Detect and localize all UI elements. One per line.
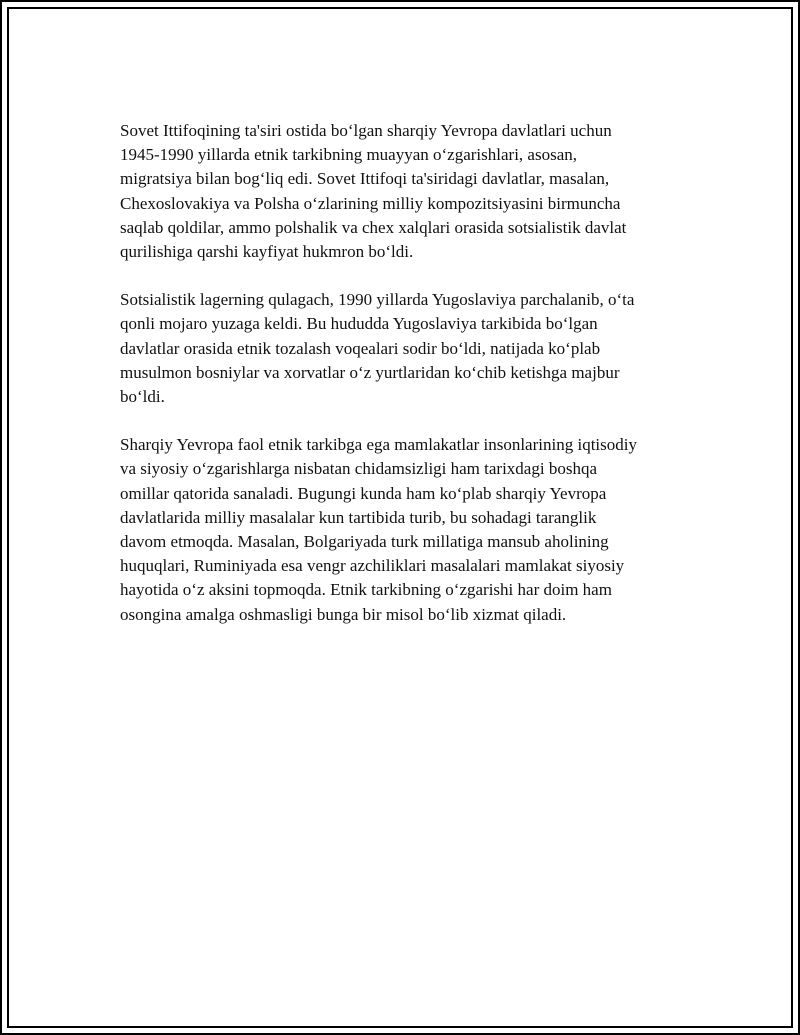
paragraph-line: qonli mojaro yuzaga keldi. Bu hududda Yugoslaviya tarkibida bo‘lgan (120, 314, 598, 334)
paragraph-line: davlatlarida milliy masalalar kun tartibida turib, bu sohadagi taranglik (120, 507, 597, 527)
paragraph-line: 1945-1990 yillarda etnik tarkibning muayyan o‘zgarishlari, asosan, (120, 145, 577, 165)
paragraph-line: musulmon bosniylar va xorvatlar o‘z yurtlaridan ko‘chib ketishga majbur (120, 362, 620, 382)
document-body (120, 119, 700, 651)
paragraph-line: Sovet Ittifoqining ta'siri ostida bo‘lgan sharqiy Yevropa davlatlari uchun (120, 121, 612, 140)
paragraph-line: osongina amalga oshmasligi bunga bir misol bo‘lib xizmat qiladi. (120, 604, 567, 624)
paragraph-line: davom etmoqda. Masalan, Bolgariyada turk millatiga mansub aholining (120, 532, 609, 552)
paragraph-line: omillar qatorida sanaladi. Bugungi kunda ham ko‘plab sharqiy Yevropa (120, 483, 607, 503)
paragraph-line: huquqlari, Ruminiyada esa vengr azchiliklari masalalari mamlakat siyosiy (120, 556, 625, 576)
paragraph-2 (120, 288, 700, 409)
paragraph-line: migratsiya bilan bog‘liq edi. Sovet Ittifoqi ta'siridagi davlatlar, masalan, (120, 169, 610, 189)
paragraph-line: va siyosiy o‘zgarishlarga nisbatan chidamsizligi ham tarixdagi boshqa (120, 459, 597, 479)
paragraph-line: saqlab qoldilar, ammo polshalik va chex xalqlari orasida sotsialistik davlat (120, 217, 627, 237)
paragraph-line: davlatlar orasida etnik tozalash voqealari sodir bo‘ldi, natijada ko‘plab (120, 338, 601, 358)
paragraph-line: Sharqiy Yevropa faol etnik tarkibga ega mamlakatlar insonlarining iqtisodiy (120, 435, 637, 455)
paragraph-3 (120, 433, 700, 627)
paragraph-line: Chexoslovakiya va Polsha o‘zlarining milliy kompozitsiyasini birmuncha (120, 193, 621, 213)
paragraph-line: bo‘ldi. (120, 387, 165, 407)
paragraph-line: qurilishiga qarshi kayfiyat hukmron bo‘ldi. (120, 242, 414, 262)
paragraph-line: Sotsialistik lagerning qulagach, 1990 yillarda Yugoslaviya parchalanib, o‘ta (120, 290, 635, 310)
paragraph-1 (120, 119, 700, 264)
paragraph-line: hayotida o‘z aksini topmoqda. Etnik tarkibning o‘zgarishi har doim ham (120, 580, 612, 600)
